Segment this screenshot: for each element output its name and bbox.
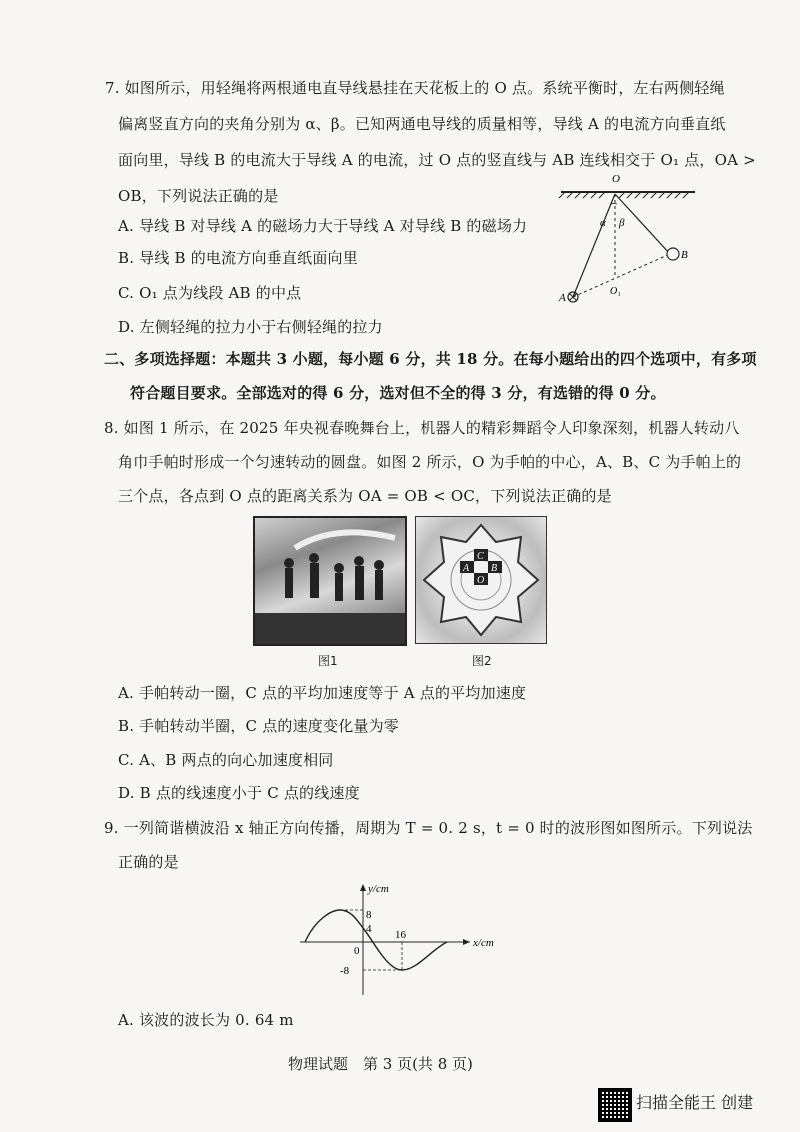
q7-label-o1: O₁ — [610, 286, 621, 297]
figure-2-caption: 图2 — [472, 654, 492, 668]
q7-figure — [555, 168, 705, 313]
qr-code-icon — [598, 1088, 632, 1122]
fig2-label-a: A — [463, 563, 470, 574]
q8-option-a: A. 手帕转动一圈，C 点的平均加速度等于 A 点的平均加速度 — [118, 684, 527, 702]
q9-stem-line-2: 正确的是 — [118, 853, 179, 871]
scanner-watermark: 扫描全能王 创建 — [636, 1093, 754, 1112]
wave-ylabel: y/cm — [368, 883, 389, 895]
q7-stem-line-2: 偏离竖直方向的夹角分别为 α、β。已知两通电导线的质量相等，导线 A 的电流方向垂直纸 — [118, 115, 726, 133]
q8-stem-line-3: 三个点，各点到 O 点的距离关系为 OA = OB < OC，下列说法正确的是 — [118, 487, 612, 505]
section2-heading-line-2: 符合题目要求。全部选对的得 6 分，选对但不全的得 3 分，有选错的得 0 分。 — [130, 384, 666, 402]
q7-stem-line-3: 面向里，导线 B 的电流大于导线 A 的电流，过 O 点的竖直线与 AB 连线相交于 O₁ 点，OA > — [118, 151, 756, 169]
wave-graph — [295, 880, 515, 998]
q7-label-b: B — [681, 249, 688, 261]
wave-tick-minus-8: -8 — [340, 965, 350, 977]
wave-tick-16: 16 — [395, 929, 406, 941]
q7-label-o: O — [612, 173, 620, 185]
q7-option-b: B. 导线 B 的电流方向垂直纸面向里 — [118, 249, 358, 267]
page-footer: 物理试题 第 3 页(共 8 页) — [288, 1055, 473, 1073]
q9-stem-line-1: 9. 一列简谐横波沿 x 轴正方向传播，周期为 T = 0. 2 s，t = 0 时的波形图如图所示。下列说法 — [104, 819, 753, 837]
fig2-label-b: B — [491, 563, 498, 574]
q7-label-beta: β — [619, 217, 625, 229]
q8-option-c: C. A、B 两点的向心加速度相同 — [118, 751, 334, 769]
wave-xlabel: x/cm — [473, 937, 494, 949]
q7-option-d: D. 左侧轻绳的拉力小于右侧轻绳的拉力 — [118, 318, 383, 336]
q7-label-a: A — [559, 292, 566, 304]
q7-stem-line-1: 7. 如图所示，用轻绳将两根通电直导线悬挂在天花板上的 O 点。系统平衡时，左右两侧轻绳 — [105, 79, 725, 97]
q8-stem-line-1: 8. 如图 1 所示，在 2025 年央视春晚舞台上，机器人的精彩舞蹈令人印象深刻，机器人转动八 — [104, 419, 740, 437]
figure-1-caption: 图1 — [318, 654, 338, 668]
q8-stem-line-2: 角巾手帕时形成一个匀速转动的圆盘。如图 2 所示，O 为手帕的中心，A、B、C 为手帕上的 — [118, 453, 742, 471]
q9-option-a: A. 该波的波长为 0. 64 m — [118, 1011, 294, 1029]
section2-heading-line-1: 二、多项选择题：本题共 3 小题，每小题 6 分，共 18 分。在每小题给出的四个选项中，有多项 — [104, 350, 757, 368]
fig2-label-c: C — [477, 551, 484, 562]
q7-stem-line-4: OB，下列说法正确的是 — [118, 187, 279, 205]
q8-option-d: D. B 点的线速度小于 C 点的线速度 — [118, 784, 360, 802]
fig2-label-o: O — [477, 575, 485, 586]
q7-option-c: C. O₁ 点为线段 AB 的中点 — [118, 284, 302, 302]
handkerchief-photo — [415, 516, 547, 644]
wave-tick-4: 4 — [366, 923, 372, 935]
q7-label-alpha: α — [600, 217, 606, 229]
wave-tick-8: 8 — [366, 909, 372, 921]
q7-option-a: A. 导线 B 对导线 A 的磁场力大于导线 A 对导线 B 的磁场力 — [118, 217, 528, 235]
robot-dance-photo — [253, 516, 407, 646]
wave-tick-0: 0 — [354, 945, 360, 957]
q8-option-b: B. 手帕转动半圈，C 点的速度变化量为零 — [118, 717, 400, 735]
